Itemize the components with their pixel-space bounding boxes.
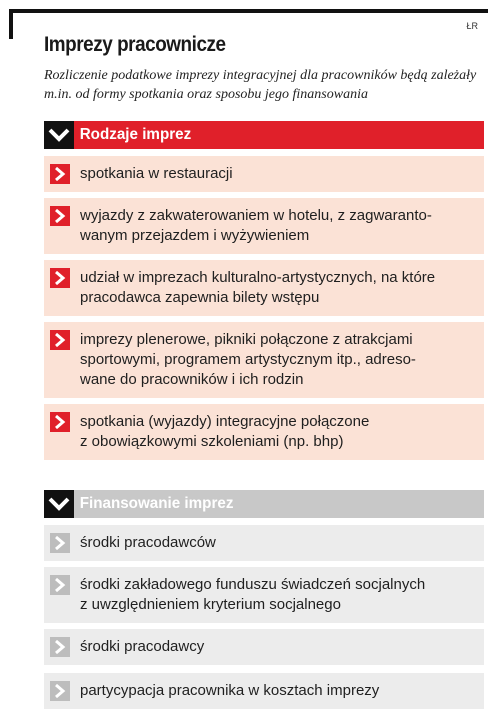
list-item bbox=[44, 260, 484, 316]
list-item bbox=[44, 629, 484, 665]
section-header-rodzaje bbox=[44, 121, 484, 149]
list-item-text: wyjazdy z zakwaterowaniem w hotelu, z zagwaranto- wanym przejazdem i wyżywieniem bbox=[80, 207, 432, 244]
list-item bbox=[44, 322, 484, 398]
section-header-label: Rodzaje imprez bbox=[79, 126, 192, 143]
list-item-text: spotkania w restauracji bbox=[80, 165, 233, 182]
list-item bbox=[44, 567, 484, 623]
list-item-text: środki pracodawcy bbox=[80, 638, 205, 655]
list-item-text: spotkania (wyjazdy) integracyjne połączone z obowiązkowymi szkoleniami (np. bhp) bbox=[80, 413, 370, 450]
chevron-right-icon bbox=[50, 637, 70, 657]
chevron-right-icon bbox=[50, 533, 70, 553]
list-item bbox=[44, 156, 484, 192]
chevron-right-icon bbox=[50, 412, 70, 432]
section-header-finansowanie bbox=[44, 490, 484, 518]
chevron-down-icon bbox=[44, 121, 74, 149]
chevron-right-icon bbox=[50, 330, 70, 350]
chevron-down-icon bbox=[44, 490, 74, 518]
list-item-text: partycypacja pracownika w kosztach imprezy bbox=[80, 682, 380, 699]
credit-label: ŁR bbox=[466, 21, 478, 31]
chevron-right-icon bbox=[50, 206, 70, 226]
frame-top-rule bbox=[9, 9, 488, 13]
chevron-right-icon bbox=[50, 268, 70, 288]
frame-left-rule bbox=[9, 9, 13, 39]
list-item-text: środki pracodawców bbox=[80, 534, 216, 551]
list-item bbox=[44, 404, 484, 460]
page-subtitle: Rozliczenie podatkowe imprezy integracyjnej dla pracowników będą zależały m.in. od formy spotkania oraz sposobu jego finansowania bbox=[44, 68, 477, 102]
chevron-right-icon bbox=[50, 164, 70, 184]
chevron-right-icon bbox=[50, 681, 70, 701]
list-item-text: udział w imprezach kulturalno-artystycznych, na które pracodawca zapewnia bilety wstępu bbox=[80, 269, 436, 306]
list-item bbox=[44, 525, 484, 561]
list-item-text: imprezy plenerowe, pikniki połączone z atrakcjami sportowymi, programem artystycznym itp., adreso- wane do pracowników i ich rodzin bbox=[80, 331, 416, 388]
section-header-label: Finansowanie imprez bbox=[79, 495, 234, 512]
list-item bbox=[44, 198, 484, 254]
list-item-text: środki zakładowego funduszu świadczeń socjalnych z uwzględnieniem kryterium socjalnego bbox=[80, 576, 426, 613]
chevron-right-icon bbox=[50, 575, 70, 595]
list-item bbox=[44, 673, 484, 709]
page-title: Imprezy pracownicze bbox=[44, 33, 226, 56]
